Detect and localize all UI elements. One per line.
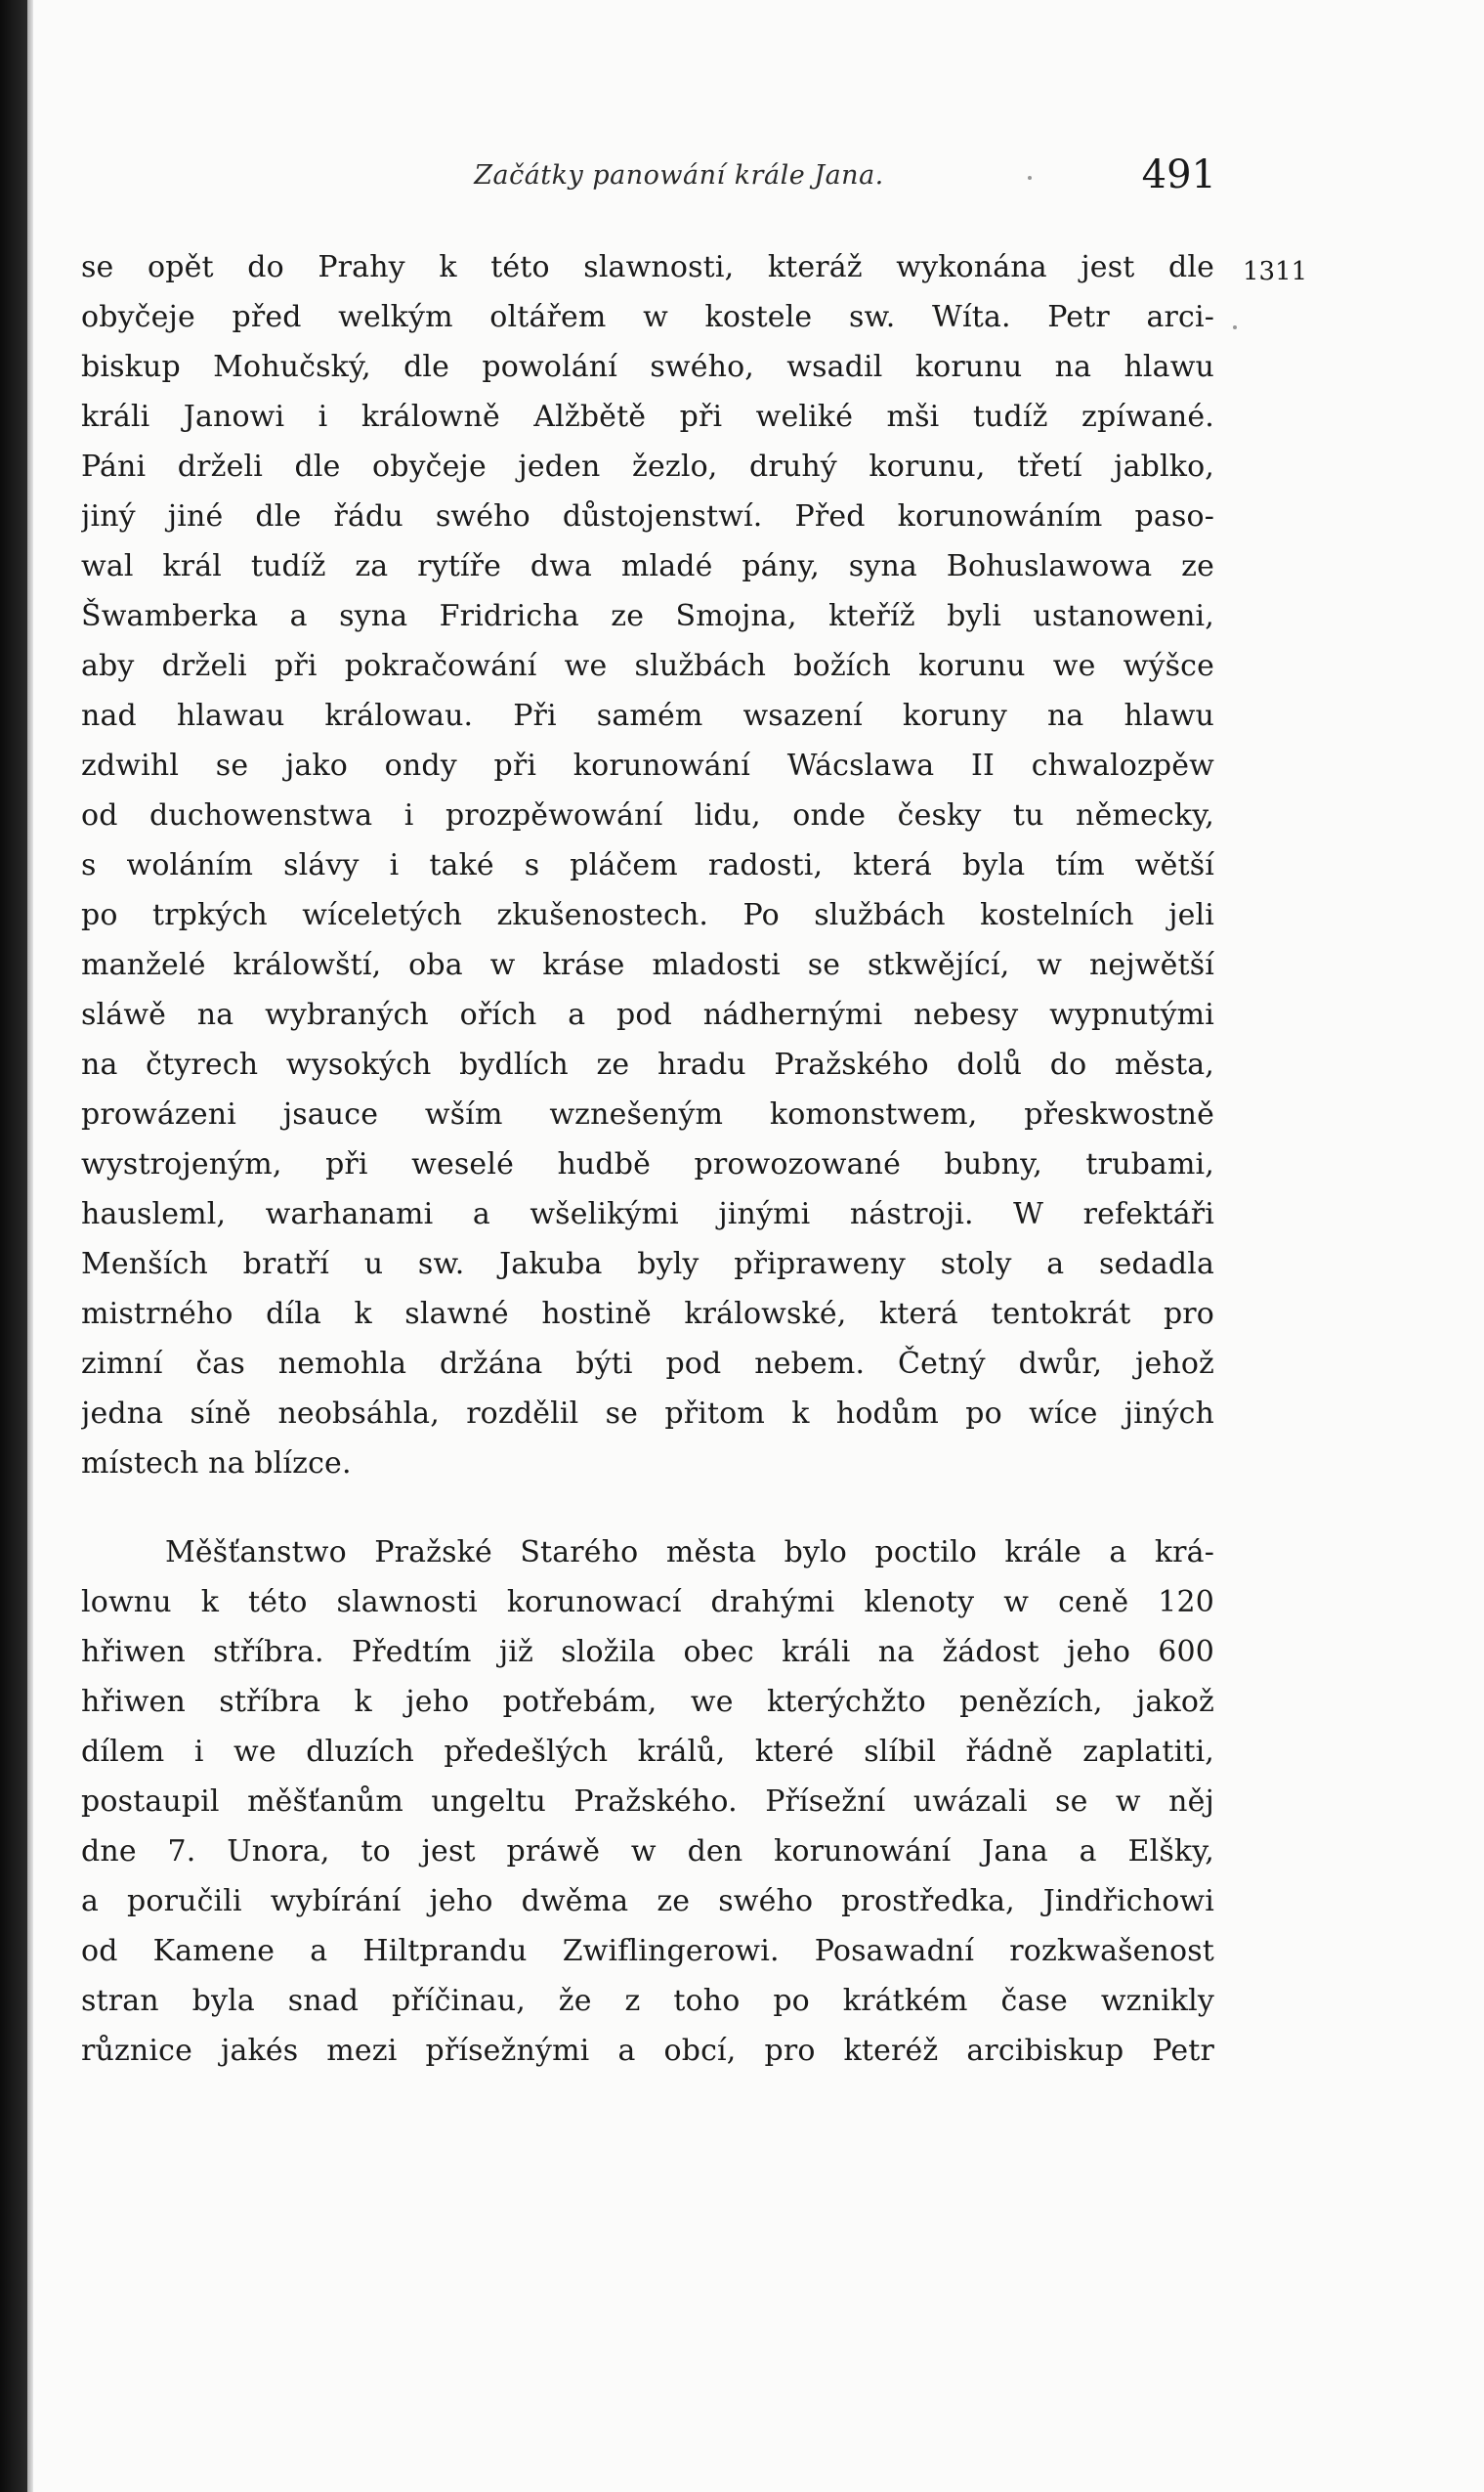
text-line: od duchowenstwa i prozpěwowání lidu, onde česky tu německy,	[81, 798, 1214, 833]
text-line: jedna síně neobsáhla, rozdělil se přitom k hodům po wíce jiných	[81, 1396, 1214, 1431]
text-line: hřiwen stříbra k jeho potřebám, we kterýchžto penězích, jakož	[81, 1685, 1214, 1719]
text-line: aby drželi při pokračowání we službách božích korunu we wýšce	[81, 649, 1214, 683]
text-line: manželé králowští, oba w krásе mladosti se stkwějící, w nejwětší	[81, 948, 1214, 982]
text-line: mistrného díla k slawné hostině králowské, která tentokrát pro	[81, 1297, 1214, 1331]
text-line: králi Janowi i králowně Alžbětě při weliké mši tudíž zpíwané.	[81, 400, 1214, 434]
text-line: a poručili wybírání jeho dwěma ze swého prostředka, Jindřichowi	[81, 1884, 1214, 1918]
text-line: jiný jiné dle řádu swého důstojenstwí. Před korunowáním paso-	[81, 499, 1214, 534]
text-line: zimní čas nemohla držána býti pod nebem. Četný dwůr, jehož	[81, 1347, 1214, 1381]
text-line: s woláním slávy i také s pláčem radosti, která byla tím wětší	[81, 848, 1214, 882]
body-text	[81, 242, 1214, 2076]
text-line: místech na blízce.	[81, 1446, 352, 1481]
text-line: sláwě na wybraných ořích a pod nádhernými nebesy wypnutými	[81, 998, 1214, 1032]
text-line: zdwihl se jako ondy při korunowání Wácslawa II chwalozpěw	[81, 749, 1214, 783]
text-line: od Kamene a Hiltprandu Zwiflingerowi. Posawadní rozkwašenost	[81, 1934, 1214, 1968]
text-line: prowázeni jsauce wším wznešeným komonstwem, přeskwostně	[81, 1097, 1214, 1132]
text-line: stran byla snad příčinau, že z toho po krátkém čase wznikly	[81, 1984, 1214, 2018]
margin-year-note: 1311	[1243, 257, 1308, 286]
text-line: obyčeje před welkým oltářem w kostele sw. Wíta. Petr arci-	[81, 300, 1214, 334]
text-line: Měšťanstwo Pražské Starého města bylo poctilo krále a krá-	[165, 1535, 1214, 1569]
text-line: Menších bratří u sw. Jakuba byly připraweny stoly a sedadla	[81, 1247, 1214, 1281]
scan-speck	[1233, 325, 1237, 329]
text-line: dne 7. Unora, to jest práwě w den korunowání Jana a Elšky,	[81, 1834, 1214, 1869]
text-line: nad hlawau králowau. Při samém wsazení koruny na hlawu	[81, 699, 1214, 733]
text-line: hřiwen stříbra. Předtím již složila obec králi na žádost jeho 600	[81, 1635, 1214, 1669]
text-line: různice jakés mezi přísežnými a obcí, pro kteréž arcibiskup Petr	[81, 2034, 1214, 2068]
text-line: na čtyrech wysokých bydlích ze hradu Pražského dolů do města,	[81, 1048, 1214, 1082]
text-line: hausleml, warhanami a wšelikými jinými nástroji. W refektáři	[81, 1197, 1214, 1231]
page-number: 491	[1141, 152, 1216, 197]
text-line: dílem i we dluzích předešlých králů, které slíbil řádně zaplatiti,	[81, 1735, 1214, 1769]
scan-speck	[1028, 176, 1032, 180]
text-line: po trpkých wíceletých zkušenostech. Po službách kostelních jeli	[81, 898, 1214, 932]
text-line: postaupil měšťanům ungeltu Pražského. Přísežní uwázali se w něj	[81, 1784, 1214, 1819]
running-head: Začátky panowání krále Jana.	[474, 160, 884, 191]
scan-border	[0, 0, 27, 2492]
text-line: wystrojeným, při weselé hudbě prowozowané bubny, trubami,	[81, 1147, 1214, 1182]
paragraph	[81, 242, 1214, 1488]
text-line: Páni drželi dle obyčeje jeden žezlo, druhý korunu, třetí jablko,	[81, 450, 1214, 484]
text-line: se opět do Prahy k této slawnosti, kteráž wykonána jest dle	[81, 250, 1214, 284]
text-line: Šwamberka a syna Fridricha ze Smojna, kteříž byli ustanoweni,	[81, 599, 1214, 633]
text-line: biskup Mohučský, dle powolání swého, wsadil korunu na hlawu	[81, 350, 1214, 384]
paragraph-gap	[81, 1488, 1214, 1527]
text-line: wal král tudíž za rytíře dwa mladé pány, syna Bohuslawowa ze	[81, 549, 1214, 583]
page-header	[0, 152, 1484, 213]
text-line: lownu k této slawnosti korunowací drahými klenoty w ceně 120	[81, 1585, 1214, 1619]
paragraph	[81, 1527, 1214, 2076]
